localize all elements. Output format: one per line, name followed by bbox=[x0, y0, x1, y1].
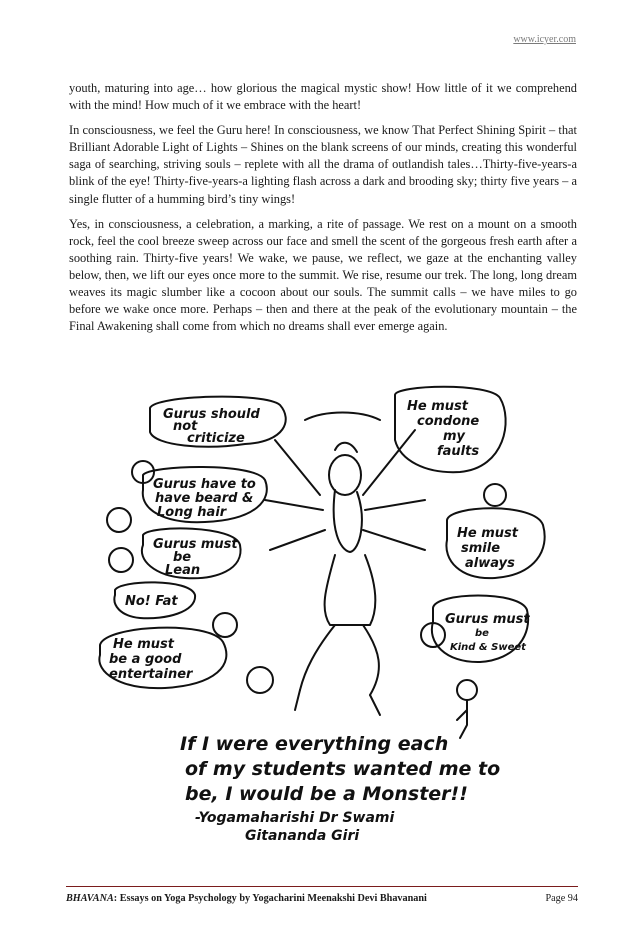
stick-figure bbox=[457, 700, 467, 738]
bubble-text: Kind & Sweet bbox=[450, 642, 526, 653]
bubble-text: Long hair bbox=[157, 505, 227, 520]
bubble-text: Gurus should bbox=[163, 407, 260, 422]
face-doodle bbox=[107, 508, 131, 532]
bubble-text: not bbox=[173, 419, 198, 434]
page-number: Page 94 bbox=[545, 893, 578, 904]
bubble-text: have beard & bbox=[155, 491, 254, 506]
bubble-text: criticize bbox=[187, 431, 245, 446]
bubble-text: He must bbox=[457, 526, 518, 541]
footer bbox=[66, 893, 578, 904]
cartoon-illustration bbox=[95, 380, 575, 855]
bubble-text: be bbox=[475, 628, 489, 639]
face-doodle bbox=[484, 484, 506, 506]
quote-attribution: -Yogamaharishi Dr Swami bbox=[195, 810, 395, 826]
paragraph: Yes, in consciousness, a celebration, a marking, a rite of passage. We rest on a mount on a smooth rock, feel the cool breeze sweep across our face and smell the scent of the gorgeous fresh earth after a soothing rain. Thirty-five years! We wake, we pause, we reflect, we gaze at the enchanting valley below, then, we lift our eyes once more to the summit. We rise, resume our trek. The long, long dream weaves its magic slumber like a cocoon about our souls. The summit calls – we have miles to go before we wake once more. Perhaps – then and there at the peak of the evolutionary mountain – the Final Awakening shall come from which no dreams shall ever emerge again. bbox=[69, 216, 577, 334]
quote-line: If I were everything each bbox=[180, 733, 449, 755]
bubble-text: No! Fat bbox=[125, 594, 178, 609]
bubble-text: He must bbox=[113, 637, 174, 652]
bubble-text: condone bbox=[417, 414, 480, 429]
bubble-text: Gurus must bbox=[153, 537, 238, 552]
paragraph: youth, maturing into age… how glorious the magical mystic show! How little of it we comprehend with the mind! How much of it we embrace with the heart! bbox=[69, 81, 577, 113]
bubble-text: Lean bbox=[165, 563, 201, 578]
bubble-text: smile bbox=[461, 541, 501, 556]
bubble-text: my bbox=[443, 429, 466, 444]
face-doodle bbox=[247, 667, 273, 693]
bubble-text: faults bbox=[437, 444, 480, 459]
bubble-text: Gurus have to bbox=[153, 477, 256, 492]
face-doodle bbox=[109, 548, 133, 572]
book-title: BHAVANA bbox=[66, 893, 114, 904]
guru-figure bbox=[265, 413, 425, 716]
quote-attribution: Gitananda Giri bbox=[245, 828, 360, 844]
footer-credit bbox=[66, 893, 427, 904]
bubble-text: Gurus must bbox=[445, 612, 530, 627]
site-url[interactable]: www.icyer.com bbox=[513, 34, 576, 45]
bubble-text: be bbox=[173, 550, 192, 565]
quote-line: of my students wanted me to bbox=[185, 758, 501, 780]
face-doodle bbox=[213, 613, 237, 637]
footer-rule bbox=[66, 886, 578, 887]
bubble-text: entertainer bbox=[109, 667, 193, 682]
face-doodle bbox=[457, 680, 477, 700]
paragraph: In consciousness, we feel the Guru here! In consciousness, we know That Perfect Shining Spirit – that Brilliant Adorable Light of Lights – Shines on the blank screens of our minds, creating this wonderful saga of searching, striving souls – replete with all the drama of outlandish tales…Thirty-five-years-a blink of the eye! Thirty-five-years-a lighting flash across a dark and brooding sky; thirty five years – a single flutter of a humming bird’s tiny wings! bbox=[69, 123, 577, 206]
bubble-text: be a good bbox=[109, 652, 182, 667]
book-subtitle: : Essays on Yoga Psychology by Yogacharini Meenakshi Devi Bhavanani bbox=[113, 893, 427, 904]
body-text bbox=[69, 80, 577, 343]
quote-line: be, I would be a Monster!! bbox=[185, 783, 468, 805]
bubble-text: He must bbox=[407, 399, 468, 414]
bubble-text: always bbox=[465, 556, 515, 571]
